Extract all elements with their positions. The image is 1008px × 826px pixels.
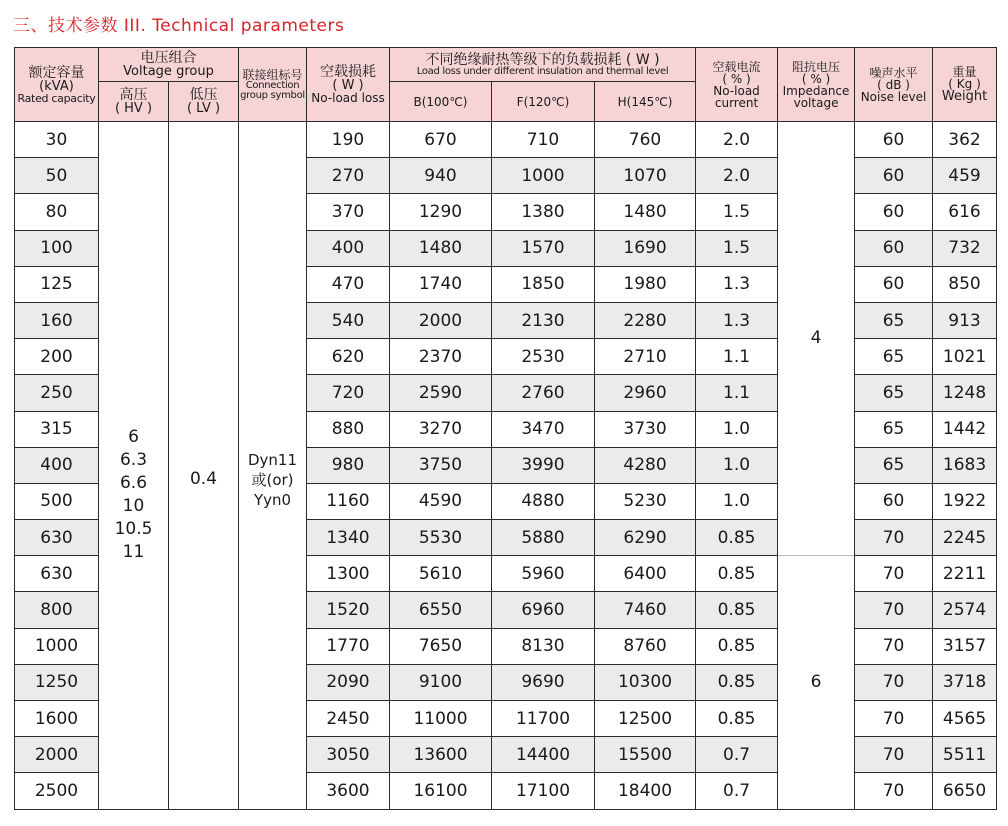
weight-cell: 616 (933, 194, 997, 230)
no-load-loss-cell: 470 (307, 266, 390, 302)
rated-capacity-cell: 1250 (15, 664, 99, 700)
no-load-loss-cell: 1160 (307, 483, 390, 519)
load-loss-h-cell: 1980 (595, 266, 696, 302)
hv-value: 11 (122, 542, 145, 563)
no-load-loss-cell: 1340 (307, 520, 390, 556)
no-load-current-cell: 1.1 (696, 375, 778, 411)
rated-capacity-cell: 630 (15, 520, 99, 556)
noise-level-cell: 65 (855, 375, 933, 411)
load-loss-b-cell: 1480 (390, 230, 492, 266)
load-loss-h-cell: 4280 (595, 447, 696, 483)
load-loss-f-cell: 14400 (492, 737, 595, 773)
load-loss-b-cell: 6550 (390, 592, 492, 628)
load-loss-b-cell: 1290 (390, 194, 492, 230)
load-loss-b-cell: 16100 (390, 773, 492, 809)
rated-capacity-cell: 800 (15, 592, 99, 628)
noise-level-cell: 70 (855, 773, 933, 809)
no-load-current-cell: 0.85 (696, 592, 778, 628)
load-loss-h-cell: 760 (595, 122, 696, 158)
noise-level-cell: 70 (855, 520, 933, 556)
impedance-group-2-cell: 6 (778, 556, 855, 809)
header-impedance-voltage: 阻抗电压 ( % ) Impedance voltage (778, 48, 855, 122)
hv-value: 10.5 (114, 519, 153, 540)
no-load-loss-cell: 400 (307, 230, 390, 266)
load-loss-h-cell: 1690 (595, 230, 696, 266)
hv-value: 6.3 (119, 450, 148, 471)
rated-capacity-cell: 200 (15, 339, 99, 375)
no-load-current-cell: 0.7 (696, 773, 778, 809)
header-no-load-loss: 空载损耗 ( W ) No-load loss (307, 48, 390, 122)
noise-level-cell: 60 (855, 194, 933, 230)
weight-cell: 4565 (933, 701, 997, 737)
load-loss-b-cell: 670 (390, 122, 492, 158)
no-load-current-cell: 1.0 (696, 447, 778, 483)
load-loss-b-cell: 1740 (390, 266, 492, 302)
no-load-current-cell: 1.1 (696, 339, 778, 375)
noise-level-cell: 70 (855, 664, 933, 700)
load-loss-b-cell: 7650 (390, 628, 492, 664)
load-loss-b-cell: 11000 (390, 701, 492, 737)
no-load-loss-cell: 720 (307, 375, 390, 411)
load-loss-f-cell: 11700 (492, 701, 595, 737)
no-load-current-cell: 0.85 (696, 556, 778, 592)
connection-value: Dyn11 (247, 450, 298, 469)
no-load-loss-cell: 540 (307, 302, 390, 338)
weight-cell: 5511 (933, 737, 997, 773)
load-loss-f-cell: 1570 (492, 230, 595, 266)
noise-level-cell: 70 (855, 556, 933, 592)
no-load-loss-cell: 1520 (307, 592, 390, 628)
rated-capacity-cell: 500 (15, 483, 99, 519)
header-b-class: B(100℃) (390, 82, 492, 122)
load-loss-f-cell: 5880 (492, 520, 595, 556)
load-loss-b-cell: 5610 (390, 556, 492, 592)
weight-cell: 1021 (933, 339, 997, 375)
header-weight: 重量 ( Kg ) Weight (933, 48, 997, 122)
load-loss-b-cell: 940 (390, 158, 492, 194)
no-load-current-cell: 2.0 (696, 158, 778, 194)
no-load-current-cell: 1.0 (696, 483, 778, 519)
load-loss-b-cell: 5530 (390, 520, 492, 556)
load-loss-f-cell: 4880 (492, 483, 595, 519)
noise-level-cell: 65 (855, 302, 933, 338)
load-loss-h-cell: 8760 (595, 628, 696, 664)
header-rated-capacity: 额定容量 (kVA) Rated capacity (15, 48, 99, 122)
header-f-class: F(120℃) (492, 82, 595, 122)
no-load-current-cell: 0.85 (696, 628, 778, 664)
noise-level-cell: 65 (855, 447, 933, 483)
load-loss-h-cell: 1070 (595, 158, 696, 194)
connection-value: 或(or) (251, 471, 294, 490)
weight-cell: 1922 (933, 483, 997, 519)
no-load-current-cell: 1.0 (696, 411, 778, 447)
load-loss-b-cell: 3750 (390, 447, 492, 483)
weight-cell: 2574 (933, 592, 997, 628)
load-loss-b-cell: 2000 (390, 302, 492, 338)
weight-cell: 2245 (933, 520, 997, 556)
no-load-loss-cell: 620 (307, 339, 390, 375)
noise-level-cell: 60 (855, 122, 933, 158)
load-loss-h-cell: 1480 (595, 194, 696, 230)
load-loss-f-cell: 8130 (492, 628, 595, 664)
no-load-current-cell: 0.85 (696, 701, 778, 737)
noise-level-cell: 60 (855, 266, 933, 302)
load-loss-f-cell: 2530 (492, 339, 595, 375)
table-body (15, 122, 997, 810)
load-loss-h-cell: 12500 (595, 701, 696, 737)
no-load-current-cell: 1.5 (696, 230, 778, 266)
no-load-loss-cell: 2090 (307, 664, 390, 700)
weight-cell: 850 (933, 266, 997, 302)
no-load-loss-cell: 3050 (307, 737, 390, 773)
no-load-loss-cell: 980 (307, 447, 390, 483)
header-load-loss: 不同绝缘耐热等级下的负载损耗 ( W ) Load loss under different insulation and thermal level (390, 48, 696, 82)
no-load-loss-cell: 3600 (307, 773, 390, 809)
noise-level-cell: 65 (855, 339, 933, 375)
load-loss-b-cell: 4590 (390, 483, 492, 519)
weight-cell: 362 (933, 122, 997, 158)
weight-cell: 2211 (933, 556, 997, 592)
no-load-current-cell: 0.7 (696, 737, 778, 773)
table-header (15, 48, 997, 122)
header-no-load-current: 空载电流 ( % ) No-load current (696, 48, 778, 122)
load-loss-h-cell: 15500 (595, 737, 696, 773)
rated-capacity-cell: 315 (15, 411, 99, 447)
load-loss-h-cell: 2280 (595, 302, 696, 338)
no-load-loss-cell: 1300 (307, 556, 390, 592)
rated-capacity-cell: 30 (15, 122, 99, 158)
no-load-current-cell: 1.3 (696, 302, 778, 338)
hv-value: 6.6 (119, 473, 148, 494)
rated-capacity-cell: 2500 (15, 773, 99, 809)
noise-level-cell: 70 (855, 737, 933, 773)
noise-level-cell: 60 (855, 230, 933, 266)
no-load-current-cell: 1.5 (696, 194, 778, 230)
no-load-loss-cell: 370 (307, 194, 390, 230)
no-load-loss-cell: 270 (307, 158, 390, 194)
header-noise-level: 噪声水平 ( dB ) Noise level (855, 48, 933, 122)
rated-capacity-cell: 400 (15, 447, 99, 483)
weight-cell: 1442 (933, 411, 997, 447)
impedance-group-1-cell: 4 (778, 122, 855, 556)
connection-value: Yyn0 (253, 491, 292, 510)
header-voltage-group: 电压组合 Voltage group (99, 48, 239, 82)
load-loss-h-cell: 18400 (595, 773, 696, 809)
no-load-loss-cell: 2450 (307, 701, 390, 737)
no-load-current-cell: 1.3 (696, 266, 778, 302)
load-loss-h-cell: 7460 (595, 592, 696, 628)
load-loss-h-cell: 2710 (595, 339, 696, 375)
load-loss-f-cell: 1380 (492, 194, 595, 230)
connection-group-cell (239, 122, 307, 810)
noise-level-cell: 70 (855, 628, 933, 664)
no-load-loss-cell: 880 (307, 411, 390, 447)
load-loss-b-cell: 3270 (390, 411, 492, 447)
load-loss-f-cell: 2760 (492, 375, 595, 411)
hv-value: 10 (122, 496, 145, 517)
rated-capacity-cell: 100 (15, 230, 99, 266)
load-loss-f-cell: 3470 (492, 411, 595, 447)
load-loss-f-cell: 2130 (492, 302, 595, 338)
load-loss-f-cell: 1000 (492, 158, 595, 194)
load-loss-f-cell: 710 (492, 122, 595, 158)
weight-cell: 3157 (933, 628, 997, 664)
load-loss-h-cell: 5230 (595, 483, 696, 519)
load-loss-h-cell: 3730 (595, 411, 696, 447)
no-load-loss-cell: 1770 (307, 628, 390, 664)
weight-cell: 459 (933, 158, 997, 194)
header-hv: 高压 ( HV ) (99, 82, 169, 122)
load-loss-h-cell: 2960 (595, 375, 696, 411)
weight-cell: 1248 (933, 375, 997, 411)
hv-value: 6 (128, 427, 139, 448)
rated-capacity-cell: 80 (15, 194, 99, 230)
noise-level-cell: 70 (855, 592, 933, 628)
no-load-current-cell: 0.85 (696, 664, 778, 700)
page-title: 三、技术参数 III. Technical parameters (13, 16, 345, 36)
load-loss-h-cell: 10300 (595, 664, 696, 700)
load-loss-f-cell: 6960 (492, 592, 595, 628)
weight-cell: 3718 (933, 664, 997, 700)
noise-level-cell: 65 (855, 411, 933, 447)
weight-cell: 6650 (933, 773, 997, 809)
noise-level-cell: 60 (855, 158, 933, 194)
header-lv: 低压 ( LV ) (169, 82, 239, 122)
rated-capacity-cell: 250 (15, 375, 99, 411)
rated-capacity-cell: 125 (15, 266, 99, 302)
header-h-class: H(145℃) (595, 82, 696, 122)
hv-values-cell (99, 122, 169, 810)
load-loss-b-cell: 2590 (390, 375, 492, 411)
lv-value-cell: 0.4 (169, 122, 239, 810)
rated-capacity-cell: 160 (15, 302, 99, 338)
header-connection-group: 联接组标号 Connection group symbol (239, 48, 307, 122)
noise-level-cell: 70 (855, 701, 933, 737)
load-loss-f-cell: 1850 (492, 266, 595, 302)
rated-capacity-cell: 1600 (15, 701, 99, 737)
rated-capacity-cell: 2000 (15, 737, 99, 773)
rated-capacity-cell: 630 (15, 556, 99, 592)
weight-cell: 913 (933, 302, 997, 338)
load-loss-h-cell: 6290 (595, 520, 696, 556)
rated-capacity-cell: 50 (15, 158, 99, 194)
load-loss-f-cell: 9690 (492, 664, 595, 700)
load-loss-f-cell: 17100 (492, 773, 595, 809)
table-row (15, 122, 997, 158)
no-load-loss-cell: 190 (307, 122, 390, 158)
load-loss-h-cell: 6400 (595, 556, 696, 592)
load-loss-b-cell: 2370 (390, 339, 492, 375)
weight-cell: 732 (933, 230, 997, 266)
no-load-current-cell: 0.85 (696, 520, 778, 556)
weight-cell: 1683 (933, 447, 997, 483)
load-loss-b-cell: 13600 (390, 737, 492, 773)
technical-parameters-table (14, 47, 997, 810)
no-load-current-cell: 2.0 (696, 122, 778, 158)
load-loss-f-cell: 5960 (492, 556, 595, 592)
rated-capacity-cell: 1000 (15, 628, 99, 664)
load-loss-f-cell: 3990 (492, 447, 595, 483)
load-loss-b-cell: 9100 (390, 664, 492, 700)
noise-level-cell: 60 (855, 483, 933, 519)
